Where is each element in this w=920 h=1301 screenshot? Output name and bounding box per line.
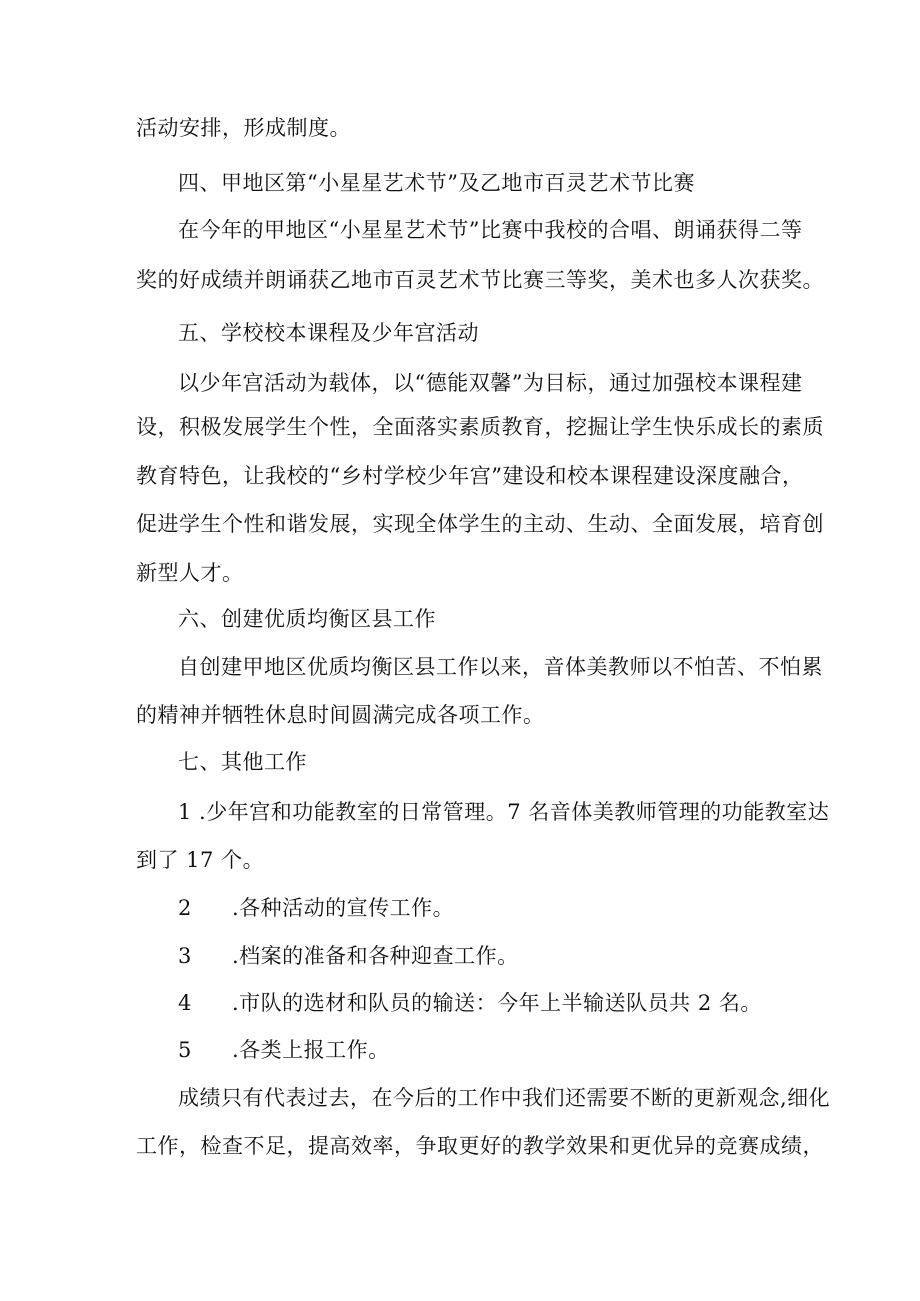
paragraph-line: 活动安排，形成制度。 — [136, 116, 351, 140]
list-item-3-number: 3 — [178, 944, 192, 968]
paragraph-line: 成绩只有代表过去，在今后的工作中我们还需要不断的更新观念,细化 — [178, 1086, 831, 1110]
paragraph-line: 教育特色，让我校的“乡村学校少年宫”建设和校本课程建设深度融合， — [136, 464, 804, 488]
list-item-1-continued: 到了 17 个。 — [136, 848, 265, 872]
list-item-3-text: .档案的准备和各种迎查工作。 — [232, 944, 519, 968]
paragraph-line: 设，积极发展学生个性，全面落实素质教育，挖掘让学生快乐成长的素质 — [136, 415, 824, 439]
paragraph-line: 自创建甲地区优质均衡区县工作以来，音体美教师以不怕苦、不怕累 — [178, 655, 823, 679]
list-item-5-text: .各类上报工作。 — [232, 1038, 390, 1062]
paragraph-line: 的精神并牺牲休息时间圆满完成各项工作。 — [136, 703, 545, 727]
list-item-2-number: 2 — [178, 896, 192, 920]
section-heading-5: 五、学校校本课程及少年宫活动 — [178, 321, 479, 345]
paragraph-line: 奖的好成绩并朗诵获乙地市百灵艺术节比赛三等奖，美术也多人次获奖。 — [136, 268, 824, 292]
list-item-5-number: 5 — [178, 1038, 192, 1062]
paragraph-line: 新型人才。 — [136, 561, 244, 585]
section-heading-4: 四、甲地区第“小星星艺术节”及乙地市百灵艺术节比赛 — [178, 171, 695, 195]
paragraph-line: 以少年宫活动为载体，以“德能双馨”为目标，通过加强校本课程建 — [178, 371, 803, 395]
paragraph-line: 促进学生个性和谐发展，实现全体学生的主动、生动、全面发展，培育创 — [136, 512, 824, 536]
section-heading-6: 六、创建优质均衡区县工作 — [178, 607, 436, 631]
paragraph-line: 工作，检查不足，提高效率，争取更好的教学效果和更优异的竞赛成绩， — [136, 1134, 824, 1158]
list-item-4-number: 4 — [178, 991, 192, 1015]
list-item-4-text: .市队的选材和队员的输送：今年上半输送队员共 2 名。 — [232, 991, 762, 1015]
section-heading-7: 七、其他工作 — [178, 750, 307, 774]
list-item-2-text: .各种活动的宣传工作。 — [232, 896, 455, 920]
paragraph-line: 在今年的甲地区“小星星艺术节”比赛中我校的合唱、朗诵获得二等 — [178, 218, 803, 242]
list-item-1: 1 .少年宫和功能教室的日常管理。7 名音体美教师管理的功能教室达 — [178, 800, 830, 824]
